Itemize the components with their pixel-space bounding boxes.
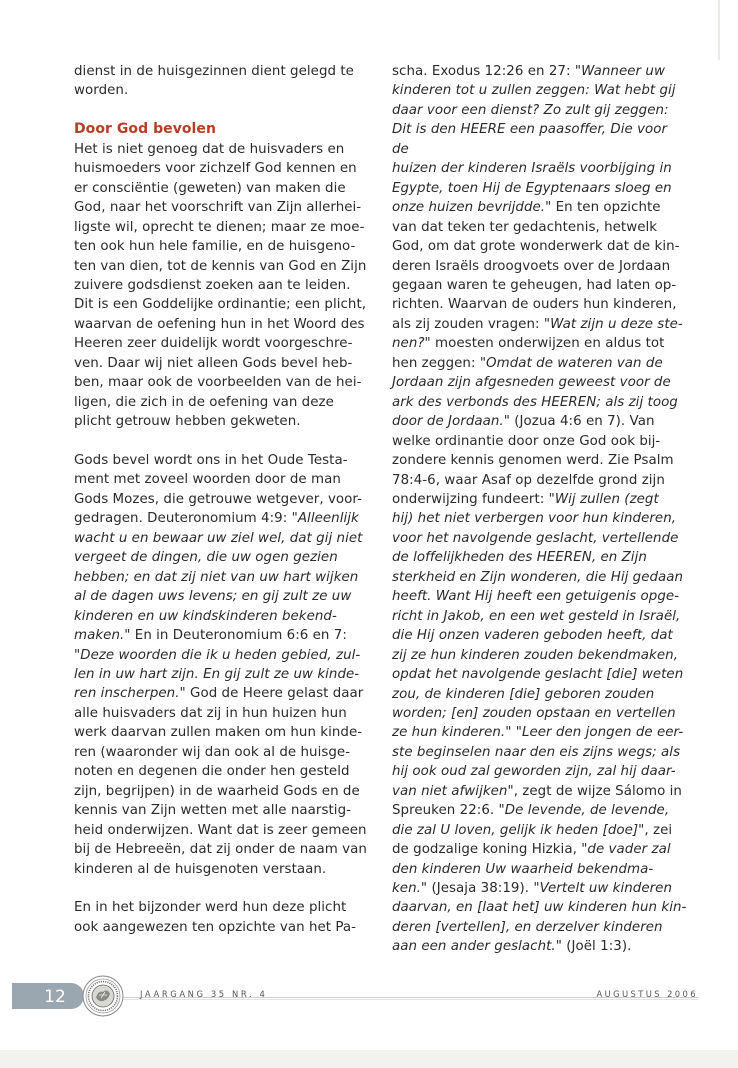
quote-jesaja: "De levende, de levende,	[498, 803, 670, 819]
spacer	[74, 432, 369, 451]
footer-rule-secondary	[84, 999, 698, 1000]
page-footer	[0, 975, 738, 1015]
seal-logo-icon	[80, 975, 126, 1017]
spacer	[74, 101, 369, 120]
page-bottom-edge	[0, 1050, 738, 1068]
paragraph-door-god: Het is niet genoeg dat de huisvaders en huismoeders voor zichzelf God kennen en er consciëntie (geweten) van maken die God, naar het voorschrift van Zijn allerhei- ligste wil, oprecht te dienen; maar ze moe- ten ook hun hele familie, en de huisgeno- ten van dien, tot de kennis van God en Zijn zuivere godsdienst zoeken aan te leiden. Dit is een Goddelijke ordinantie; een plicht, waarvan de oefening hun in het Woord des Heeren zeer duidelijk wordt voorgeschre- ven. Daar wij niet alleen Gods bevel heb- ben, maar ook de voorbeelden van de hei- ligen, die zich in de oefening van deze plicht getrouw hebben gekweten.	[74, 141, 367, 430]
quote-psalm-78: "Wij zullen (zegt	[548, 491, 659, 507]
right-margin-rule	[718, 0, 720, 60]
footer-issue: JAARGANG 35 NR. 4	[140, 989, 268, 999]
left-column	[74, 62, 369, 937]
paragraph-exodus: scha. Exodus 12:26 en 27: "Wanneer uw kinderen tot u zullen zeggen: Wat hebt gij daar voor een dienst? Zo zult gij zeggen: Dit is den HEERE een paasoffer, Die voor de huizen der kinderen Israëls voorbijging in Egypte, toen Hij de Egyptenaars sloeg en onze huizen bevrijdde." En ten opzichte van dat teken ter gedachtenis, hetwelk God, om dat grote wonderwerk dat de kin- deren Israëls droogvoets over de Jordaan gegaan waren te geheugen, had laten op- richten. Waarvan de ouders hun kinderen, als zij zouden vragen: "Wat zijn u deze ste- nen?" moesten onderwijzen en aldus tot hen zeggen: "Omdat de wateren van de Jordaan zijn afgesneden geweest voor de ark des verbonds des HEEREN; als zij toog door de Jordaan." (Jozua 4:6 en 7). Van welke ordinantie door onze God ook bij- zondere kennis genomen werd. Zie Psalm 78:4-6, waar Asaf op dezelfde grond zijn onderwijzing fundeert: "Wij zullen (zegt hij) het niet verbergen voor hun kinderen, voor het navolgende geslacht, vertellende de loffelijkheden des HEEREN, en Zijn sterkheid en Zijn wonderen, die Hij gedaan heeft. Want Hij heeft een getuigenis opge- richt in Jakob, en een wet gesteld in Israël, die Hij onzen vaderen geboden heeft, dat zij ze hun kinderen zouden bekendmaken, opdat het navolgende geslacht [die] weten zou, de kinderen [die] geboren zouden worden; [en] zouden opstaan en vertellen ze hun kinderen." "Leer den jongen de eer- ste beginselen naar den eis zijns wegs; als hij ook oud zal geworden zijn, zal hij daar- van niet afwijken", zegt de wijze Sálomo in Spreuken 22:6. "De levende, de levende, die zal U loven, gelijk ik heden [doe]", zei de godzalige koning Hizkia, "de vader zal den kinderen Uw waarheid bekendma- ken." (Jesaja 38:19). "Vertelt uw kinderen daarvan, en [laat het] uw kinderen hun kin- deren [vertellen], en derzelver kinderen aan een ander geslacht." (Joël 1:3).	[392, 64, 687, 955]
quote-jozua: "Omdat de wateren van de	[479, 355, 663, 371]
right-column	[392, 62, 687, 957]
section-heading: Door God bevolen	[74, 121, 216, 138]
quote-spreuken: "Leer den jongen de eer-	[515, 725, 684, 741]
footer-date: AUGUSTUS 2006	[596, 989, 698, 999]
quote-deut-6-6: "Deze woorden die ik u heden gebied, zul-	[74, 647, 361, 663]
paragraph-gods-bevel: Gods bevel wordt ons in het Oude Testa- ment met zoveel woorden door de man Gods Mozes, die getrouwe wetgever, voor- gedragen. Deuteronomium 4:9: "Alleenlijk wacht u en bewaar uw ziel wel, dat gij niet vergeet de dingen, die uw ogen gezien hebben; en dat zij niet van uw hart wijken al de dagen uws levens; en gij zult ze uw kinderen en uw kindskinderen bekend- maken." En in Deuteronomium 6:6 en 7: "Deze woorden die ik u heden gebied, zul- len in uw hart zijn. En gij zult ze uw kinde- ren inscherpen." God de Heere gelast daar alle huisvaders dat zij in hun huizen hun werk daarvan zullen maken om hun kinde- ren (waaronder wij dan ook al de huisge- noten en degenen die onder hen gesteld zijn, begrijpen) in de waarheid Gods en de kennis van Zijn wetten met alle naarstig- heid onderwijzen. Want dat is zeer gemeen bij de Hebreeën, dat zij onder de naam van kinderen al de huisgenoten verstaan.	[74, 453, 367, 877]
paragraph-intro: dienst in de huisgezinnen dient gelegd te worden.	[74, 64, 354, 99]
quote-deut-4-9: "Alleenlijk	[291, 511, 359, 527]
spacer	[74, 879, 369, 898]
page-number: 12	[44, 987, 66, 1007]
quote-joel: "Vertelt uw kinderen	[533, 881, 672, 897]
paragraph-bijzonder: En in het bijzonder werd hun deze plicht ook aangewezen ten opzichte van het Pa-	[74, 900, 357, 935]
quote-exodus: "Wanneer uw	[574, 64, 665, 79]
